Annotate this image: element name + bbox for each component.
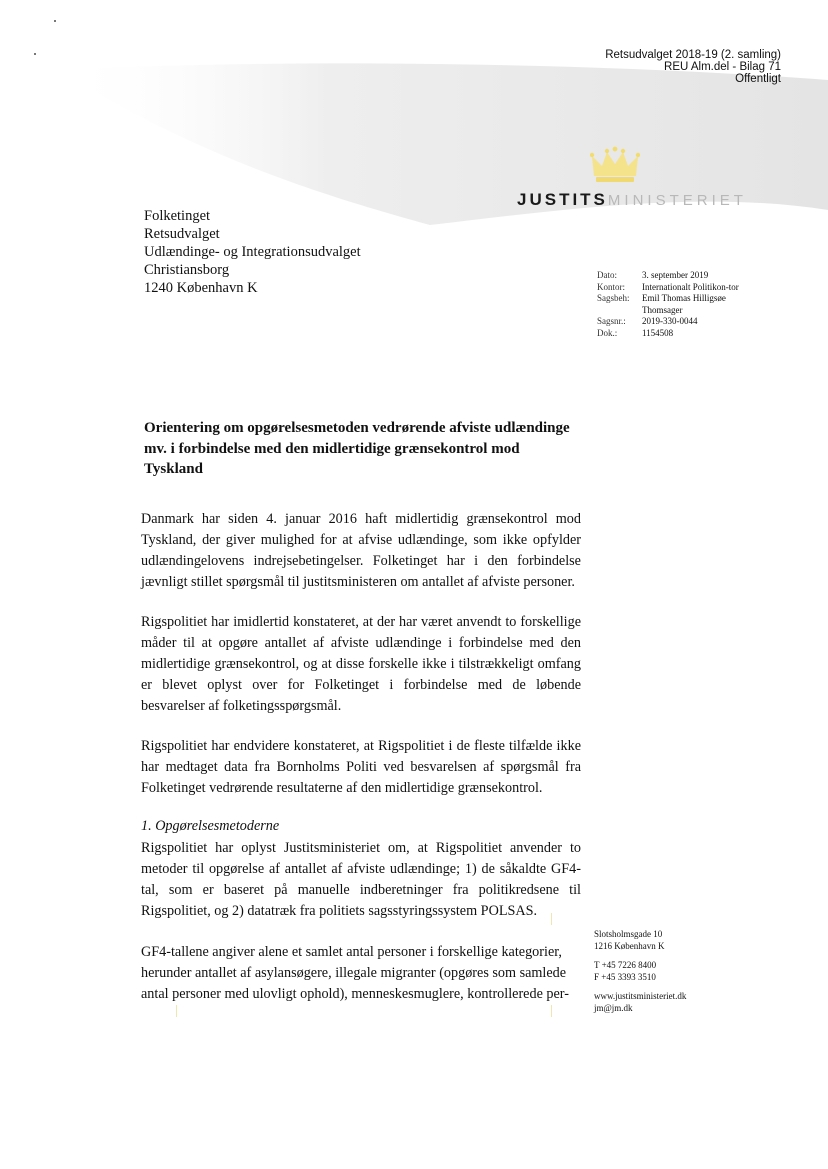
address-phone: T +45 7226 8400 (594, 960, 657, 970)
recipient-line: Folketinget (144, 208, 211, 224)
recipient-address (144, 207, 361, 297)
logo-ministeriet: MINISTERIET (607, 192, 747, 209)
section-title: 1. Opgørelsesmetoderne (141, 818, 280, 834)
recipient-line: Retsudvalget (144, 226, 220, 242)
crown-icon (590, 146, 640, 186)
meta-value (642, 293, 747, 316)
meta-value: 1154508 (642, 327, 674, 338)
logo-justits: JUSTITS (517, 190, 608, 209)
meta-office-value: Internationalt Politikon-tor (642, 281, 739, 292)
meta-value: 3. september 2019 (642, 270, 709, 280)
ministry-logo (517, 190, 747, 210)
address-fax: F +45 3393 3510 (594, 971, 656, 982)
meta-label: Dok.: (597, 327, 618, 338)
reference-line: Retsudvalget 2018-19 (2. samling) (605, 49, 781, 61)
recipient-line: Udlændinge- og Integrationsudvalget (144, 244, 361, 260)
paragraph: GF4-tallene angiver alene et samlet antal personer i forskellige kategorier, herunder antallet af asylansøgere, illegale migranter (opgøres som samlede antal personer med ulovligt ophold), menneskesmuglere, kontrollerede per- (141, 944, 569, 1002)
ministry-contact (594, 929, 686, 1014)
meta-handler-value: Emil Thomas Hilligsøe Thomsager (642, 293, 726, 315)
meta-label: Sagsbeh: (597, 293, 630, 303)
address-city: 1216 København K (594, 940, 665, 951)
paragraph: Rigspolitiet har oplyst Justitsministeriet om, at Rigspolitiet anvender to metoder til opgørelse af antallet af afviste udlændinge; 1) de såkaldte GF4-tal, som er baseret på manuelle indberetninger fra politikredsene til Rigspolitiet, og 2) datatræk fra politiets sagsstyringssystem POLSAS. (141, 840, 581, 919)
meta-row-date (597, 270, 747, 282)
scan-speck (54, 20, 56, 22)
meta-label: Kontor: (597, 281, 625, 292)
meta-row-office (597, 282, 747, 294)
scan-mark (551, 1005, 552, 1017)
meta-value (642, 282, 747, 294)
reference-line: REU Alm.del - Bilag 71 (664, 61, 781, 73)
spacer (594, 983, 686, 991)
meta-row-handler (597, 293, 747, 316)
meta-label: Dato: (597, 270, 617, 280)
meta-row-doc (597, 328, 747, 340)
scan-mark (551, 913, 552, 925)
paragraph: Rigspolitiet har imidlertid konstateret, at der har været anvendt to forskellige måder til at opgøre antallet af afviste udlændinge i forbindelse med den midlertidige grænsekontrol, og at disse forskelle ikke i tilstrækkeligt omfang er blevet oplyst over for Folketinget i forbindelse med de løbende besvarelser af folketingsspørgsmål. (141, 614, 581, 714)
meta-value: 2019-330-0044 (642, 316, 698, 326)
document-heading: Orientering om opgørelsesmetoden vedrørende afviste udlændinge mv. i forbindelse med den midlertidige grænsekontrol mod Tyskland (144, 420, 570, 477)
address-web[interactable]: www.justitsministeriet.dk (594, 991, 687, 1001)
meta-label: Sagsnr.: (597, 316, 626, 326)
meta-row-case (597, 316, 747, 328)
paragraph: Rigspolitiet har endvidere konstateret, at Rigspolitiet i de fleste tilfælde ikke har medtaget data fra Bornholms Politi ved besvarelsen af spørgsmål fra Folketinget vedrørende resultaterne af den midlertidige grænsekontrol. (141, 738, 581, 796)
address-street: Slotsholmsgade 10 (594, 929, 663, 939)
recipient-line: 1240 København K (144, 280, 258, 296)
paragraph: Danmark har siden 4. januar 2016 haft midlertidig grænsekontrol mod Tyskland, der giver mulighed for at afvise udlændinge, som ikke opfylder udlændingelovens indrejsebetingelser. Folketinget har i den forbindelse jævnligt stillet spørgsmål til justitsministeren om antallet af afviste personer. (141, 511, 581, 590)
recipient-line: Christiansborg (144, 262, 230, 278)
scan-mark (176, 1005, 177, 1017)
address-email[interactable]: jm@jm.dk (594, 1002, 633, 1013)
case-metadata (597, 270, 747, 339)
document-reference (605, 49, 781, 85)
spacer (594, 952, 686, 960)
reference-line: Offentligt (735, 73, 781, 85)
